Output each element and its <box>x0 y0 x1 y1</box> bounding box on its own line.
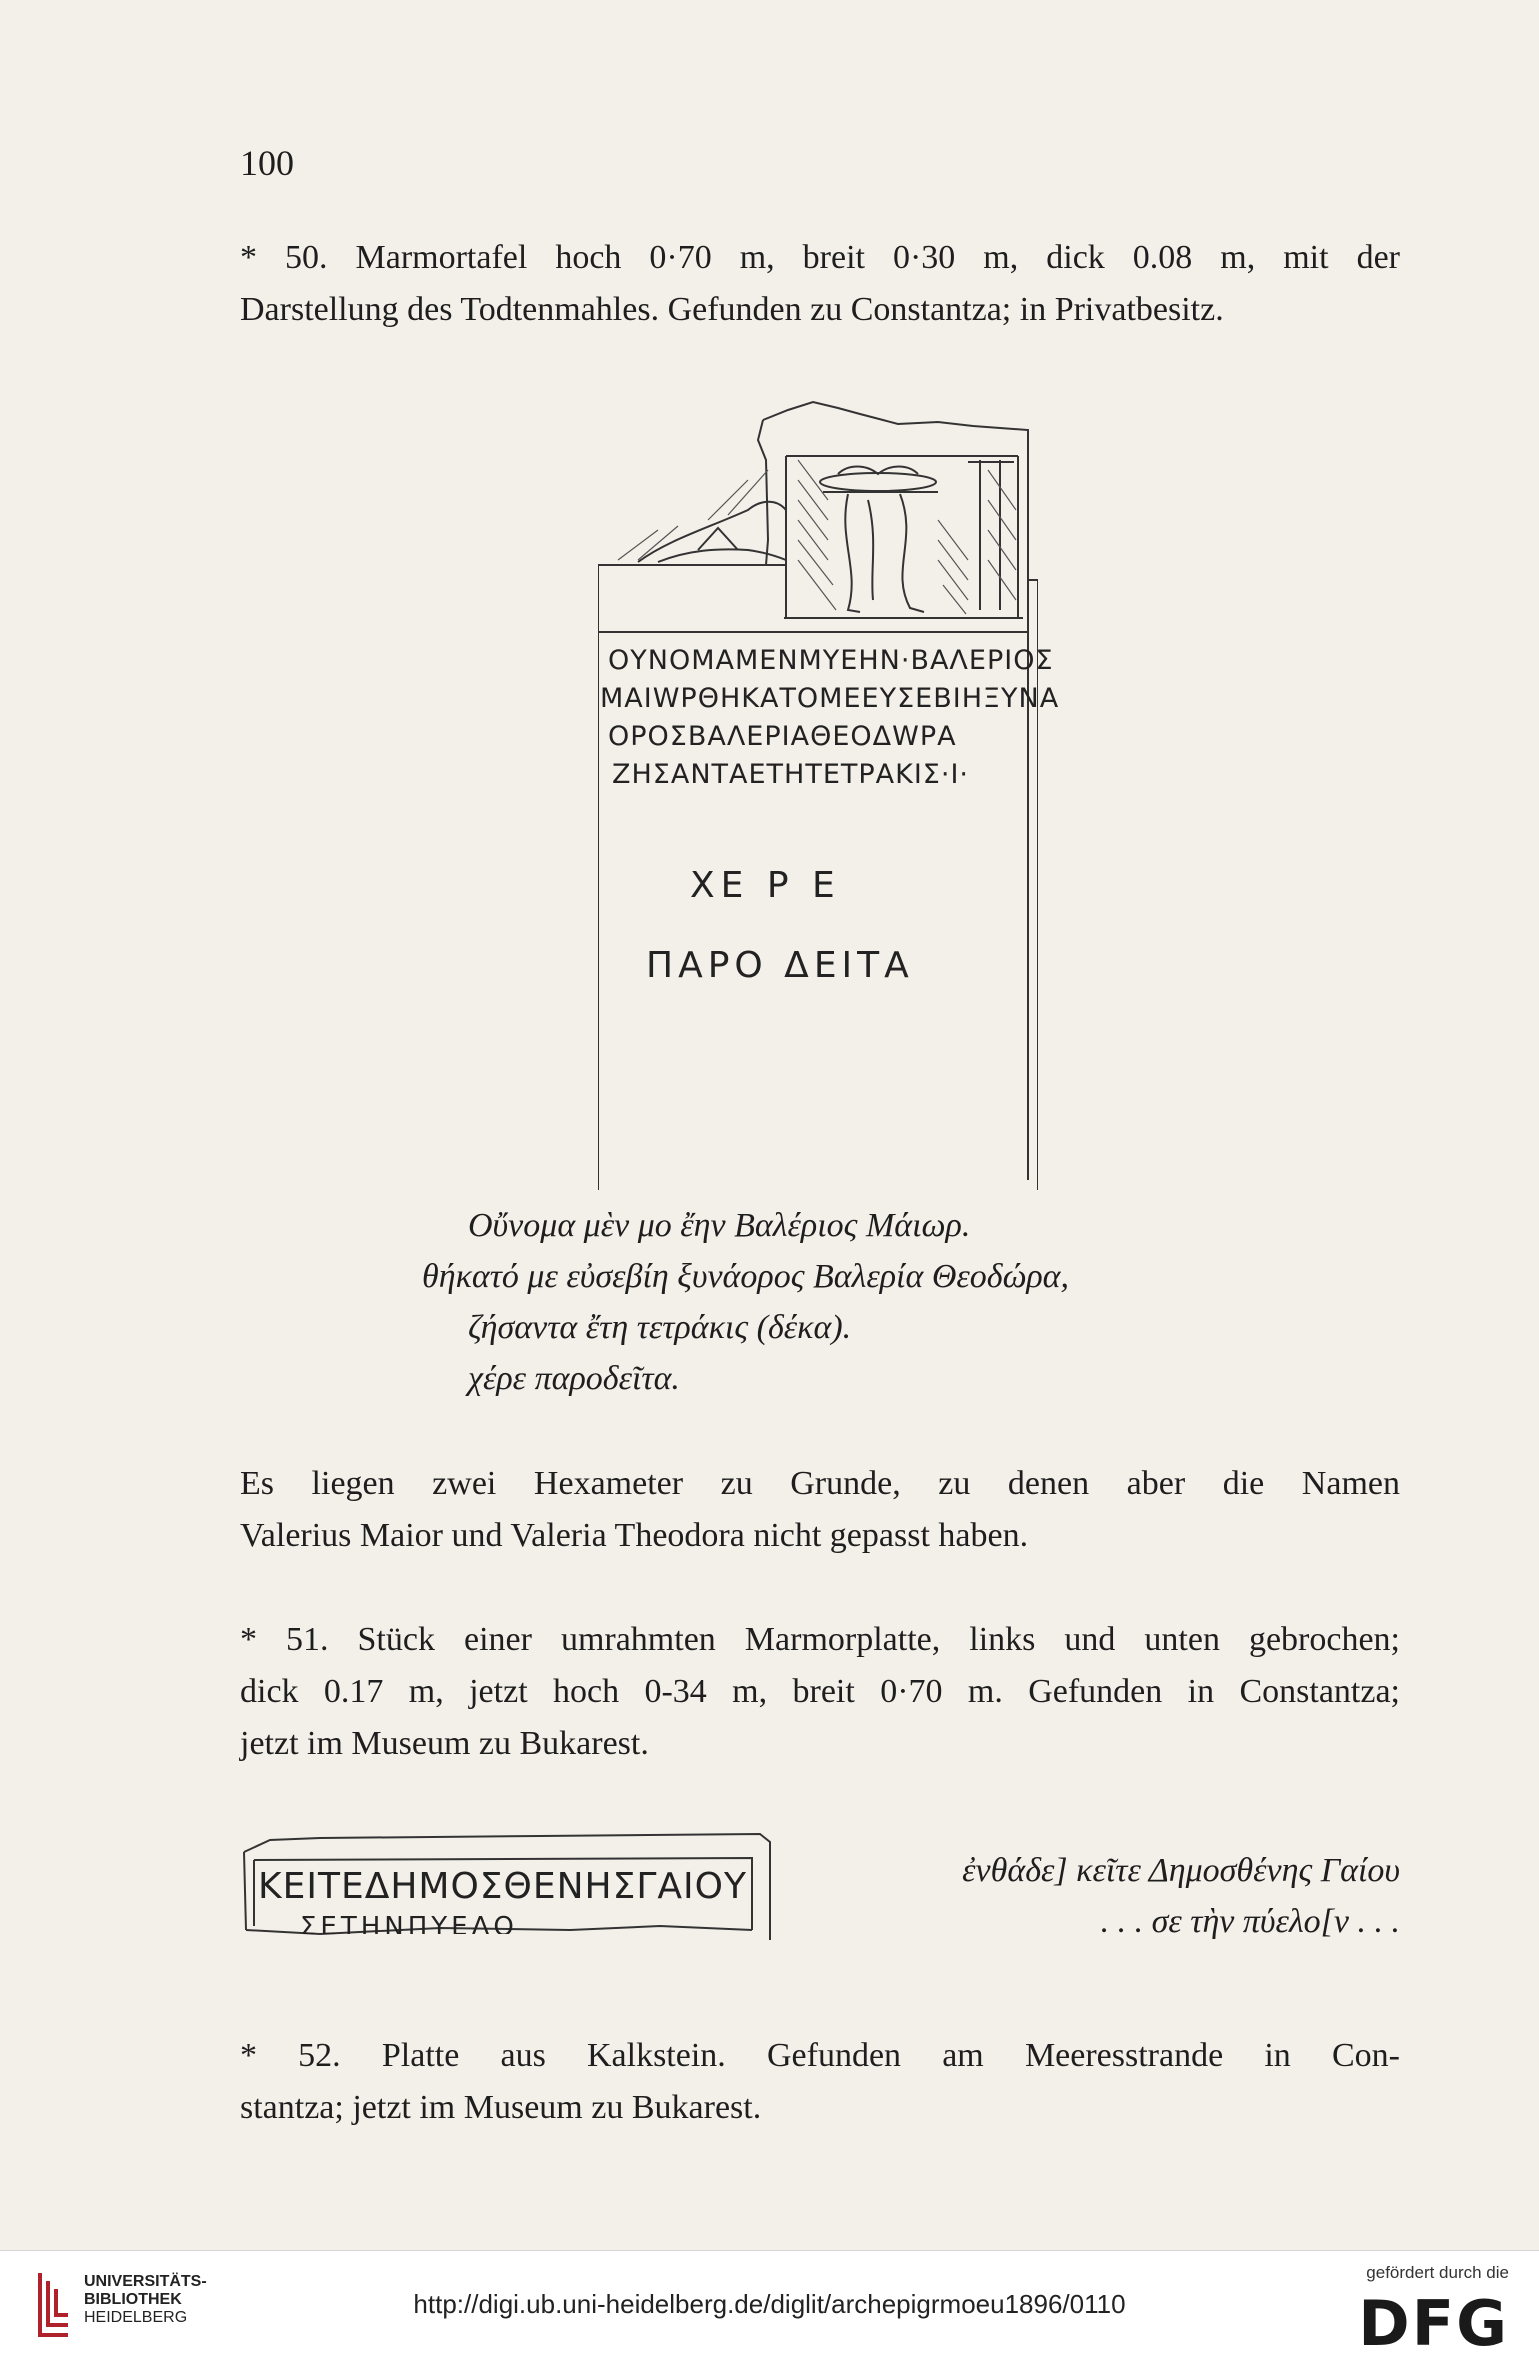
stele-inscription-line-4: ΖΗΣΑΝΤΑΕΤΗΤΕΤΡΑΚΙΣ·Ι· <box>612 759 969 790</box>
note-50-line-1: Es liegen zwei Hexameter zu Grunde, zu denen aber die Namen <box>240 1465 1400 1502</box>
entry-50-description <box>240 232 1400 336</box>
entry-51-description <box>240 1614 1400 1770</box>
stele-inscription-parodeita: ΠΑΡΟ ΔΕΙΤΑ <box>646 945 914 986</box>
entry-50-line-1: * 50. Marmortafel hoch 0·70 m, breit 0·30 m, dick 0.08 m, mit der <box>240 239 1400 276</box>
entry-51-line-1: * 51. Stück einer umrahmten Marmorplatte, links und unten gebrochen; <box>240 1621 1400 1658</box>
transcription-50-line-1: Οὔνομα μὲν μο ἔην Βαλέριος Μάιωρ. <box>468 1207 971 1244</box>
fragment-drawing <box>240 1830 780 1940</box>
library-name-line-2: BIBLIOTHEK <box>84 2291 182 2308</box>
entry-51-line-3: jetzt im Museum zu Bukarest. <box>240 1725 649 1762</box>
note-50-line-2: Valerius Maior und Valeria Theodora nicht gepasst haben. <box>240 1517 1029 1554</box>
transcription-50-line-4: χέρε παροδεῖτα. <box>468 1360 680 1397</box>
transcription-50-line-2: θήκατό με εὐσεβίη ξυνάορος Βαλερία Θεοδώρα, <box>422 1258 1069 1295</box>
stele-inscription-line-2: ΜΑΙWΡΘΗΚΑΤΟΜΕΕΥΣΕΒΙΗΞΥΝΑ <box>600 683 1060 714</box>
transcription-51-line-1: ἐνθάδε] κεῖτε Δημοσθένης Γαίου <box>962 1852 1400 1889</box>
stele-inscription-line-3: ΟΡΟΣΒΑΛΕΡΙΑΘΕΟΔWΡΑ <box>608 721 957 752</box>
note-50 <box>240 1458 1400 1562</box>
entry-52-line-2: stantza; jetzt im Museum zu Bukarest. <box>240 2089 762 2126</box>
stele-drawing <box>598 400 1060 1190</box>
fragment-inscription-line-1: ΚΕΙΤΕΔΗΜΟΣΘΕΝΗΣΓΑΙΟΥ <box>258 1866 748 1907</box>
fragment-inscription-line-2: ΣΕΤΗΝΠΥΕΛΟ <box>300 1912 518 1934</box>
stele-inscription-chere: ΧΕ Ρ Ε <box>690 865 841 906</box>
transcription-51-line-2: . . . σε τὴν πύελο[ν . . . <box>1100 1903 1400 1940</box>
stele-inscription-line-1: ΟΥΝΟΜΑΜΕΝΜΥΕΗΝ·ΒΑΛΕΡΙΟΣ <box>608 645 1054 676</box>
library-name-line-3: HEIDELBERG <box>84 2309 188 2326</box>
dfg-logo: DFG <box>1358 2287 1509 2360</box>
entry-52-line-1: * 52. Platte aus Kalkstein. Gefunden am Meeresstrande in Con- <box>240 2037 1400 2074</box>
entry-52-description <box>240 2030 1400 2134</box>
footer-bar <box>0 2250 1539 2371</box>
stele-svg <box>598 400 1038 1190</box>
transcription-50-line-3: ζήσαντα ἔτη τετράκις (δέκα). <box>468 1309 852 1346</box>
entry-50-line-2: Darstellung des Todtenmahles. Gefunden zu Constantza; in Privatbesitz. <box>240 291 1224 328</box>
page-number: 100 <box>240 143 294 183</box>
library-name-line-1: UNIVERSITÄTS- <box>84 2273 207 2290</box>
entry-51-line-2: dick 0.17 m, jetzt hoch 0-34 m, breit 0·70 m. Gefunden in Constantza; <box>240 1673 1400 1710</box>
source-url-link[interactable]: http://digi.ub.uni-heidelberg.de/diglit/archepigrmoeu1896/0110 <box>413 2289 1126 2319</box>
funding-note: gefördert durch die <box>1366 2263 1509 2282</box>
